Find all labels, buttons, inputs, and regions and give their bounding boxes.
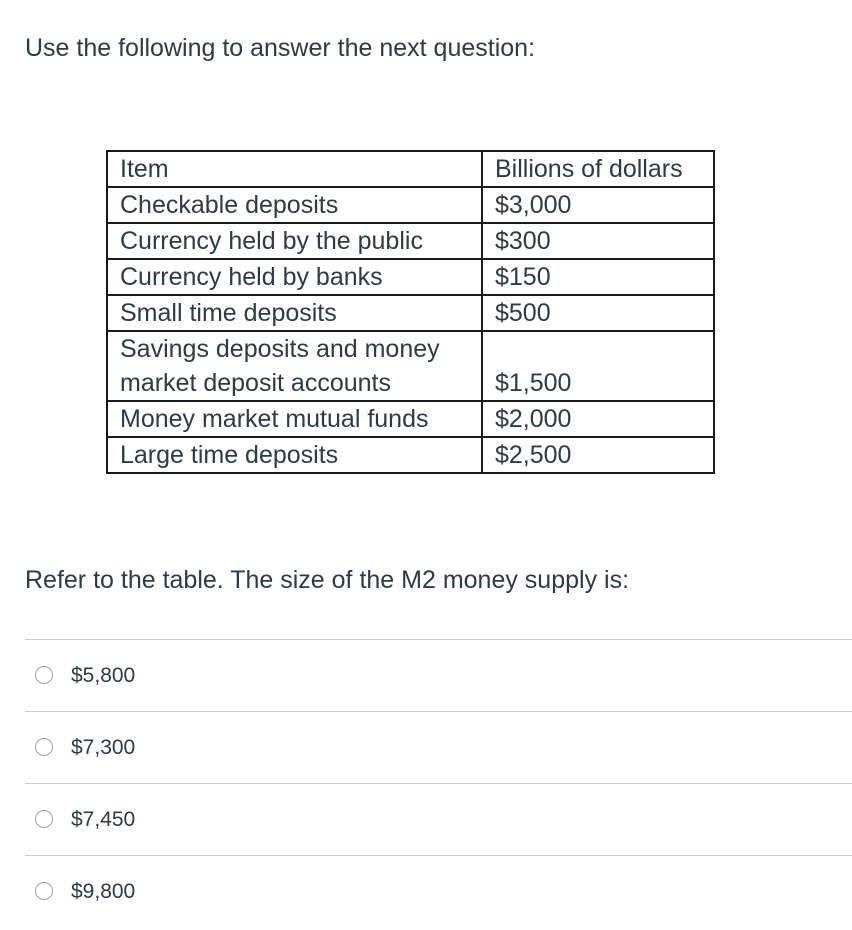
question-instruction: Use the following to answer the next question: [25,34,536,62]
answer-label[interactable]: $7,300 [71,736,136,759]
table-row [107,187,714,223]
table-row [107,437,714,473]
answer-label[interactable]: $7,450 [71,808,136,831]
row-item: Large time deposits [107,437,482,473]
money-supply-table [106,150,715,474]
header-value: Billions of dollars [482,151,714,187]
table-row [107,223,714,259]
answer-option[interactable] [25,783,852,855]
answer-option[interactable] [25,711,852,783]
radio-button[interactable] [35,666,53,684]
table-row [107,331,714,401]
table-header-row [107,151,714,187]
row-value: $150 [482,259,714,295]
answer-label[interactable]: $5,800 [71,664,136,687]
answer-option[interactable] [25,639,852,711]
radio-button[interactable] [35,738,53,756]
header-item: Item [107,151,482,187]
row-item: Currency held by the public [107,223,482,259]
row-item: Money market mutual funds [107,401,482,437]
row-item: Small time deposits [107,295,482,331]
answer-label[interactable]: $9,800 [71,880,136,903]
row-value: $1,500 [482,331,714,401]
question-text: Refer to the table. The size of the M2 money supply is: [25,566,630,594]
row-item: Currency held by banks [107,259,482,295]
table-row [107,295,714,331]
answer-option[interactable] [25,855,852,927]
answer-list [25,639,852,927]
row-item: Checkable deposits [107,187,482,223]
radio-button[interactable] [35,882,53,900]
table-row [107,401,714,437]
row-value: $500 [482,295,714,331]
row-item: Savings deposits and money market deposit accounts [107,331,482,401]
row-value: $300 [482,223,714,259]
radio-button[interactable] [35,810,53,828]
row-value: $3,000 [482,187,714,223]
row-value: $2,000 [482,401,714,437]
table-row [107,259,714,295]
row-value: $2,500 [482,437,714,473]
